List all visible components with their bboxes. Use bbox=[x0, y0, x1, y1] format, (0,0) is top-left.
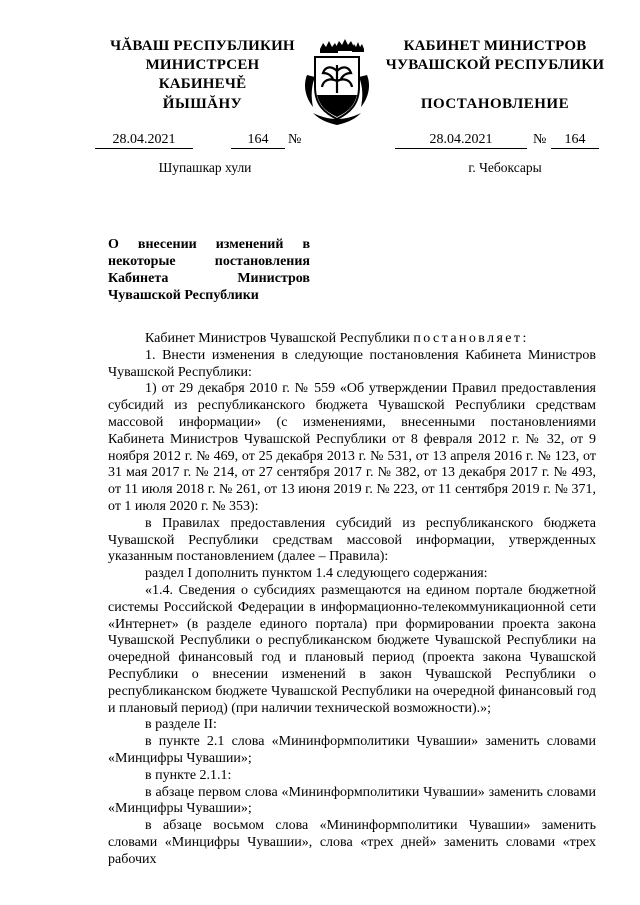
intro-spaced-word: постановляет: bbox=[413, 331, 529, 346]
body-paragraph: 1. Внести изменения в следующие постановления Кабинета Министров Чувашской Республики: bbox=[108, 347, 596, 380]
intro-paragraph bbox=[108, 331, 596, 348]
left-place: Шупашкар хули bbox=[158, 160, 252, 175]
body-paragraph: «1.4. Сведения о субсидиях размещаются на едином портале бюджетной системы Российской Федерации в информационно-телекоммуникационной сети «Интернет» (в разделе единого портала) при формировании проекта закона Чувашской Республики о республиканском бюджете Чувашской Республики на очередной финансовый год и плановый период (проекта закона Чувашской Республики о внесении изменений в закон Чувашской Республики о республиканском бюджете Чувашской Республики на очередной финансовый год и плановый период) (при наличии технической возможности).»; bbox=[108, 582, 596, 716]
left-header-line2: МИНИСТРСЕН КАБИНЕЧĚ bbox=[145, 57, 260, 92]
body-paragraph: в разделе II: bbox=[145, 717, 217, 733]
right-number-sign: № bbox=[533, 132, 547, 147]
right-date-field: 28.04.2021 bbox=[395, 132, 527, 149]
body-paragraph: в Правилах предоставления субсидий из республиканского бюджета Чувашской Республики средствам массовой информации, утвержденных указанным постановлением (далее – Правила): bbox=[108, 515, 596, 565]
body-paragraph: в пункте 2.1 слова «Мининформполитики Чувашии» заменить словами «Минцифры Чувашии»; bbox=[108, 734, 596, 766]
intro-prefix: Кабинет Министров Чувашской Республики bbox=[145, 331, 410, 346]
body-paragraph: в абзаце первом слова «Мининформполитики Чувашии» заменить словами «Минцифры Чувашии»; bbox=[108, 784, 596, 817]
document-body bbox=[108, 331, 596, 869]
left-doc-type: ЙЫШĂНУ bbox=[162, 96, 243, 112]
body-paragraph: в пункте 2.1.1: bbox=[145, 767, 232, 783]
right-doc-type: ПОСТАНОВЛЕНИЕ bbox=[420, 96, 570, 112]
right-number-field: 164 bbox=[551, 132, 599, 149]
document-title: О внесении изменений в некоторые постановления Кабинета Министров Чувашской Республики bbox=[108, 237, 310, 303]
left-header bbox=[100, 37, 305, 94]
left-date-field: 28.04.2021 bbox=[95, 132, 193, 149]
body-paragraph: раздел I дополнить пунктом 1.4 следующего содержания: bbox=[145, 566, 488, 582]
right-header-line2: ЧУВАШСКОЙ РЕСПУБЛИКИ bbox=[385, 57, 605, 73]
left-header-line1: ЧĂВАШ РЕСПУБЛИКИН bbox=[110, 38, 295, 54]
left-number-sign: № bbox=[288, 132, 302, 147]
chuvash-coat-of-arms-icon bbox=[293, 35, 381, 129]
body-paragraph: 1) от 29 декабря 2010 г. № 559 «Об утверждении Правил предоставления субсидий из республиканского бюджета Чувашской Республики средствам массовой информации» (с изменениями, внесенными постановлениями Кабинета Министров Чувашской Республики от 8 февраля 2012 г. № 32, от 9 ноября 2012 г. № 469, от 25 декабря 2013 г. № 531, от 13 апреля 2016 г. № 123, от 31 мая 2017 г. № 214, от 27 сентября 2017 г. № 382, от 13 декабря 2017 г. № 493, от 11 июля 2018 г. № 261, от 13 июня 2019 г. № 223, от 11 сентября 2019 г. № 371, от 1 июля 2020 г. № 353): bbox=[108, 381, 596, 514]
right-place: г. Чебоксары bbox=[468, 160, 542, 175]
right-header bbox=[380, 37, 610, 75]
body-paragraph: в абзаце восьмом слова «Мининформполитики Чувашии» заменить словами «Минцифры Чувашии», слова «трех дней» заменить словами «трех рабочих bbox=[108, 818, 596, 867]
right-header-line1: КАБИНЕТ МИНИСТРОВ bbox=[403, 38, 587, 54]
left-number-field: 164 bbox=[231, 132, 285, 149]
